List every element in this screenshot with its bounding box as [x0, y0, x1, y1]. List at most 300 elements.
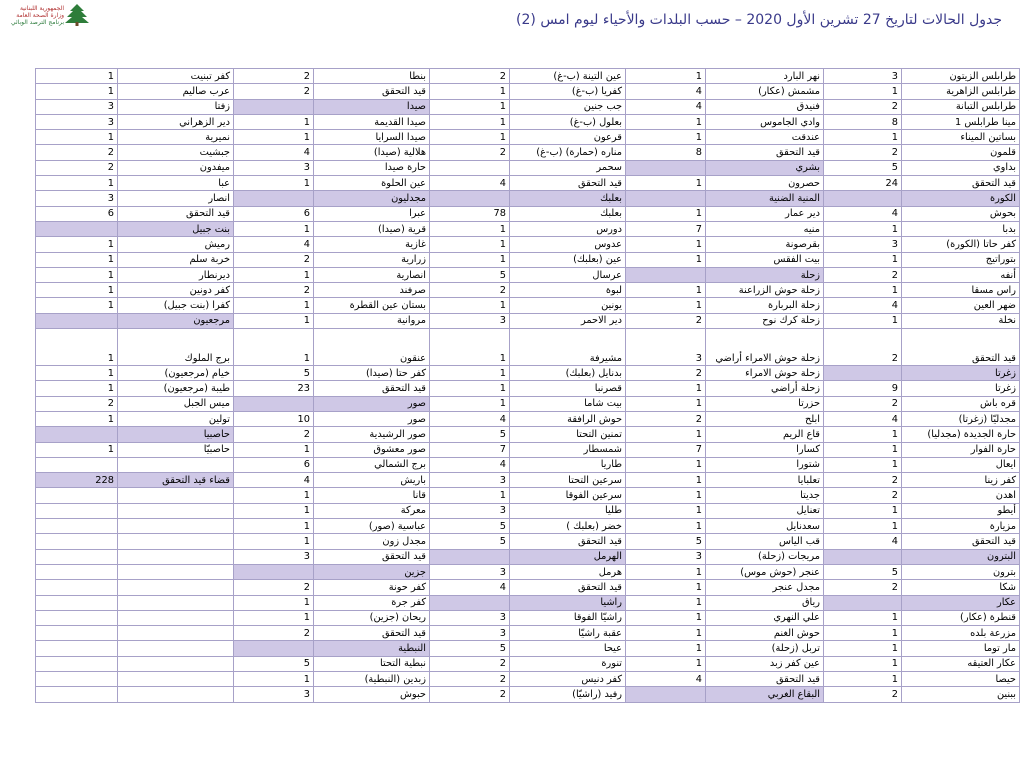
- town-name-cell: جديتا: [706, 488, 824, 503]
- district-header-cell: البترون: [902, 549, 1020, 564]
- table-row: [36, 267, 1020, 282]
- case-count-cell: 2: [430, 687, 510, 702]
- town-name-cell: ببنين: [902, 687, 1020, 702]
- case-count-cell: 1: [430, 252, 510, 267]
- town-name-cell: حوش الغنم: [706, 626, 824, 641]
- table-row: [36, 221, 1020, 236]
- town-name-cell: [118, 641, 234, 656]
- case-count-cell: 2: [824, 488, 902, 503]
- town-name-cell: سحمر: [510, 160, 626, 175]
- case-count-cell: 1: [234, 671, 314, 686]
- case-count-cell: 1: [430, 84, 510, 99]
- case-count-cell: 3: [824, 69, 902, 84]
- town-name-cell: زحلة حوش الامراء: [706, 366, 824, 381]
- case-count-cell: 1: [36, 130, 118, 145]
- case-count-cell: 2: [36, 145, 118, 160]
- table-row: [36, 549, 1020, 564]
- district-header-cell: راشيا: [510, 595, 626, 610]
- town-name-cell: حزرتا: [706, 396, 824, 411]
- case-count-cell: [824, 191, 902, 206]
- town-name-cell: انصار: [118, 191, 234, 206]
- town-name-cell: مجدليّا (زغرتا): [902, 411, 1020, 426]
- case-count-cell: 228: [36, 473, 118, 488]
- logo-line-2: وزارة الصحة العامة: [16, 12, 64, 19]
- case-count-cell: 2: [430, 656, 510, 671]
- case-count-cell: 2: [626, 313, 706, 328]
- case-count-cell: 24: [824, 176, 902, 191]
- table-row: [36, 503, 1020, 518]
- case-count-cell: 2: [824, 473, 902, 488]
- town-name-cell: قاع الريم: [706, 427, 824, 442]
- district-header-cell: المنية الضنية: [706, 191, 824, 206]
- case-count-cell: 1: [626, 252, 706, 267]
- case-count-cell: [626, 160, 706, 175]
- town-name-cell: [118, 488, 234, 503]
- town-name-cell: بتوراتيج: [902, 252, 1020, 267]
- town-name-cell: عين (بعلبك): [510, 252, 626, 267]
- case-count-cell: 1: [234, 534, 314, 549]
- case-count-cell: 1: [626, 237, 706, 252]
- town-name-cell: [118, 610, 234, 625]
- town-name-cell: بيت شاما: [510, 396, 626, 411]
- table-row: [36, 610, 1020, 625]
- town-name-cell: خضر (بعلبك ): [510, 519, 626, 534]
- case-count-cell: 1: [824, 84, 902, 99]
- town-name-cell: [118, 626, 234, 641]
- case-count-cell: 1: [626, 641, 706, 656]
- case-count-cell: 1: [36, 442, 118, 457]
- case-count-cell: 1: [626, 488, 706, 503]
- case-count-cell: 1: [234, 130, 314, 145]
- case-count-cell: 1: [626, 626, 706, 641]
- town-name-cell: زحلة أراضي: [706, 381, 824, 396]
- town-name-cell: خربة سلم: [118, 252, 234, 267]
- town-name-cell: حوش الرافقة: [510, 411, 626, 426]
- case-count-cell: 1: [234, 221, 314, 236]
- town-name-cell: حارة الجديدة (مجدليا): [902, 427, 1020, 442]
- case-count-cell: 1: [626, 396, 706, 411]
- logo-line-3: برنامج الترصد الوبائي: [10, 19, 64, 26]
- case-count-cell: [36, 671, 118, 686]
- case-count-cell: 2: [234, 427, 314, 442]
- town-name-cell: قيد التحقق: [902, 329, 1020, 366]
- case-count-cell: 1: [430, 329, 510, 366]
- town-name-cell: كفر حونة: [314, 580, 430, 595]
- town-name-cell: منيه: [706, 221, 824, 236]
- case-count-cell: [36, 641, 118, 656]
- town-name-cell: عبا: [118, 176, 234, 191]
- case-count-cell: 1: [430, 396, 510, 411]
- town-name-cell: عين الحلوة: [314, 176, 430, 191]
- case-count-cell: 1: [626, 298, 706, 313]
- case-count-cell: 1: [824, 283, 902, 298]
- case-count-cell: 4: [824, 411, 902, 426]
- town-name-cell: مزرعة بلده: [902, 626, 1020, 641]
- case-count-cell: 1: [430, 488, 510, 503]
- town-name-cell: ابلح: [706, 411, 824, 426]
- case-count-cell: 1: [430, 298, 510, 313]
- town-name-cell: هرمل: [510, 564, 626, 579]
- case-count-cell: 4: [234, 145, 314, 160]
- town-name-cell: صيدا السرايا: [314, 130, 430, 145]
- case-count-cell: [36, 457, 118, 472]
- case-count-cell: 5: [430, 427, 510, 442]
- town-name-cell: علي النهري: [706, 610, 824, 625]
- district-header-cell: حاصبيا: [118, 427, 234, 442]
- case-count-cell: 1: [36, 176, 118, 191]
- town-name-cell: قيد التحقق: [510, 176, 626, 191]
- district-header-cell: صور: [314, 396, 430, 411]
- town-name-cell: سرعين الفوقا: [510, 488, 626, 503]
- case-count-cell: 3: [36, 99, 118, 114]
- case-count-cell: 3: [430, 564, 510, 579]
- case-count-cell: [430, 160, 510, 175]
- case-count-cell: 2: [234, 626, 314, 641]
- case-count-cell: 3: [36, 114, 118, 129]
- town-name-cell: زبدين (النبطية): [314, 671, 430, 686]
- town-name-cell: جب جنين: [510, 99, 626, 114]
- town-name-cell: عرب صاليم: [118, 84, 234, 99]
- case-count-cell: [36, 626, 118, 641]
- table-row: [36, 442, 1020, 457]
- district-header-cell: بشري: [706, 160, 824, 175]
- town-name-cell: بستان عين القطرة: [314, 298, 430, 313]
- town-name-cell: صيدا القديمة: [314, 114, 430, 129]
- table-row: [36, 473, 1020, 488]
- district-header-cell: مجدليون: [314, 191, 430, 206]
- town-name-cell: ايعال: [902, 457, 1020, 472]
- town-name-cell: مزيارة: [902, 519, 1020, 534]
- town-name-cell: كفر دنيس: [510, 671, 626, 686]
- district-header-cell: قضاء قيد التحقق: [118, 473, 234, 488]
- case-count-cell: 5: [430, 519, 510, 534]
- town-name-cell: رميش: [118, 237, 234, 252]
- case-count-cell: 1: [234, 595, 314, 610]
- case-count-cell: 5: [234, 656, 314, 671]
- town-name-cell: بيت الفقس: [706, 252, 824, 267]
- case-count-cell: 1: [626, 564, 706, 579]
- case-count-cell: 78: [430, 206, 510, 221]
- town-name-cell: عدوس: [510, 237, 626, 252]
- case-count-cell: 3: [430, 313, 510, 328]
- town-name-cell: مشمش (عكار): [706, 84, 824, 99]
- cases-table: [35, 68, 1020, 703]
- case-count-cell: [36, 610, 118, 625]
- town-name-cell: كفر تبنيت: [118, 69, 234, 84]
- case-count-cell: [36, 313, 118, 328]
- town-name-cell: صور معشوق: [314, 442, 430, 457]
- district-header-cell: صيدا: [314, 99, 430, 114]
- town-name-cell: زحلة البربارة: [706, 298, 824, 313]
- case-count-cell: 1: [626, 656, 706, 671]
- town-name-cell: انصارية: [314, 267, 430, 282]
- case-count-cell: 2: [36, 396, 118, 411]
- case-count-cell: 2: [824, 145, 902, 160]
- case-count-cell: 1: [824, 519, 902, 534]
- town-name-cell: بدنايل (بعلبك): [510, 366, 626, 381]
- town-name-cell: ميس الجبل: [118, 396, 234, 411]
- town-name-cell: قيد التحقق: [314, 549, 430, 564]
- case-count-cell: 1: [36, 69, 118, 84]
- table-row: [36, 145, 1020, 160]
- case-count-cell: 3: [430, 473, 510, 488]
- case-count-cell: 3: [626, 329, 706, 366]
- town-name-cell: أنفه: [902, 267, 1020, 282]
- case-count-cell: 1: [626, 580, 706, 595]
- cedar-emblem-icon: [64, 3, 90, 27]
- case-count-cell: 1: [234, 114, 314, 129]
- table-row: [36, 534, 1020, 549]
- table-row: [36, 329, 1020, 366]
- town-name-cell: دير الزهراني: [118, 114, 234, 129]
- case-count-cell: 1: [824, 130, 902, 145]
- case-count-cell: 2: [626, 411, 706, 426]
- case-count-cell: 1: [824, 442, 902, 457]
- town-name-cell: شمسطار: [510, 442, 626, 457]
- case-count-cell: [824, 549, 902, 564]
- town-name-cell: صرفند: [314, 283, 430, 298]
- case-count-cell: [36, 564, 118, 579]
- town-name-cell: عنجر (حوش موس): [706, 564, 824, 579]
- case-count-cell: [234, 99, 314, 114]
- case-count-cell: [234, 396, 314, 411]
- case-count-cell: 1: [824, 671, 902, 686]
- town-name-cell: يونين: [510, 298, 626, 313]
- town-name-cell: شكا: [902, 580, 1020, 595]
- case-count-cell: 1: [234, 442, 314, 457]
- logo-text: [6, 5, 64, 26]
- town-name-cell: [118, 595, 234, 610]
- town-name-cell: دير الاحمر: [510, 313, 626, 328]
- town-name-cell: عكار العتيقه: [902, 656, 1020, 671]
- town-name-cell: نهر البارد: [706, 69, 824, 84]
- table-row: [36, 396, 1020, 411]
- town-name-cell: عيحا: [510, 641, 626, 656]
- town-name-cell: بترون: [902, 564, 1020, 579]
- town-name-cell: طليا: [510, 503, 626, 518]
- ministry-logo: [6, 2, 92, 32]
- case-count-cell: 1: [36, 283, 118, 298]
- case-count-cell: [430, 191, 510, 206]
- town-name-cell: مار توما: [902, 641, 1020, 656]
- case-count-cell: 5: [430, 534, 510, 549]
- case-count-cell: 4: [626, 99, 706, 114]
- town-name-cell: بساتين الميناء: [902, 130, 1020, 145]
- case-count-cell: 2: [824, 99, 902, 114]
- town-name-cell: زحلة حوش الزراعنة: [706, 283, 824, 298]
- district-header-cell: عكار: [902, 595, 1020, 610]
- town-name-cell: صور: [314, 411, 430, 426]
- case-count-cell: 1: [430, 221, 510, 236]
- town-name-cell: مروانية: [314, 313, 430, 328]
- table-row: [36, 564, 1020, 579]
- town-name-cell: ضهر العين: [902, 298, 1020, 313]
- town-name-cell: كسارا: [706, 442, 824, 457]
- case-count-cell: 1: [234, 176, 314, 191]
- table-row: [36, 176, 1020, 191]
- case-count-cell: 2: [234, 69, 314, 84]
- town-name-cell: رفيد (راشيّا): [510, 687, 626, 702]
- town-name-cell: عندقت: [706, 130, 824, 145]
- town-name-cell: زفتا: [118, 99, 234, 114]
- case-count-cell: 3: [626, 549, 706, 564]
- town-name-cell: كفر دونين: [118, 283, 234, 298]
- case-count-cell: [36, 687, 118, 702]
- case-count-cell: 5: [824, 160, 902, 175]
- cases-table-body: [36, 69, 1020, 703]
- town-name-cell: كفرا (بنت جبيل): [118, 298, 234, 313]
- town-name-cell: مريجات (زحلة): [706, 549, 824, 564]
- case-count-cell: 3: [430, 503, 510, 518]
- town-name-cell: [118, 549, 234, 564]
- case-count-cell: 1: [824, 656, 902, 671]
- case-count-cell: 1: [36, 381, 118, 396]
- case-count-cell: 1: [626, 473, 706, 488]
- town-name-cell: دير عمار: [706, 206, 824, 221]
- case-count-cell: 8: [824, 114, 902, 129]
- case-count-cell: 1: [430, 381, 510, 396]
- case-count-cell: 1: [626, 130, 706, 145]
- case-count-cell: 5: [234, 366, 314, 381]
- table-row: [36, 366, 1020, 381]
- town-name-cell: اهدن: [902, 488, 1020, 503]
- case-count-cell: 2: [234, 580, 314, 595]
- case-count-cell: [36, 534, 118, 549]
- town-name-cell: عين كفر زبد: [706, 656, 824, 671]
- town-name-cell: زحلة حوش الامراء أراضي: [706, 329, 824, 366]
- case-count-cell: 1: [430, 130, 510, 145]
- case-count-cell: 1: [234, 298, 314, 313]
- town-name-cell: طاريا: [510, 457, 626, 472]
- town-name-cell: طيبة (مرجعيون): [118, 381, 234, 396]
- case-count-cell: [36, 488, 118, 503]
- case-count-cell: 1: [824, 457, 902, 472]
- town-name-cell: مشيرفة: [510, 329, 626, 366]
- case-count-cell: [36, 595, 118, 610]
- case-count-cell: 1: [626, 381, 706, 396]
- town-name-cell: مناره (حمارة) (ب-غ): [510, 145, 626, 160]
- case-count-cell: [36, 519, 118, 534]
- town-name-cell: زحلة كرك نوح: [706, 313, 824, 328]
- town-name-cell: [118, 580, 234, 595]
- case-count-cell: 23: [234, 381, 314, 396]
- case-count-cell: 1: [824, 503, 902, 518]
- table-row: [36, 580, 1020, 595]
- town-name-cell: كفر جرة: [314, 595, 430, 610]
- case-count-cell: [824, 366, 902, 381]
- case-count-cell: 1: [234, 267, 314, 282]
- case-count-cell: [36, 656, 118, 671]
- case-count-cell: 1: [626, 610, 706, 625]
- town-name-cell: مجدل زون: [314, 534, 430, 549]
- table-row: [36, 283, 1020, 298]
- table-row: [36, 69, 1020, 84]
- town-name-cell: راشيّا الفوقا: [510, 610, 626, 625]
- case-count-cell: [36, 221, 118, 236]
- town-name-cell: جبشيت: [118, 145, 234, 160]
- case-count-cell: 1: [626, 519, 706, 534]
- table-row: [36, 313, 1020, 328]
- table-row: [36, 656, 1020, 671]
- case-count-cell: 6: [234, 457, 314, 472]
- case-count-cell: [626, 191, 706, 206]
- case-count-cell: 1: [824, 252, 902, 267]
- case-count-cell: 3: [234, 549, 314, 564]
- town-name-cell: تعنايل: [706, 503, 824, 518]
- case-count-cell: 1: [626, 457, 706, 472]
- town-name-cell: رياق: [706, 595, 824, 610]
- district-header-cell: الكورة: [902, 191, 1020, 206]
- case-count-cell: 9: [824, 381, 902, 396]
- case-count-cell: [36, 580, 118, 595]
- town-name-cell: قيد التحقق: [510, 534, 626, 549]
- case-count-cell: 2: [234, 283, 314, 298]
- case-count-cell: 2: [626, 366, 706, 381]
- case-count-cell: 4: [626, 84, 706, 99]
- town-name-cell: حارة الفوار: [902, 442, 1020, 457]
- town-name-cell: [118, 671, 234, 686]
- case-count-cell: 3: [234, 160, 314, 175]
- district-header-cell: النبطية: [314, 641, 430, 656]
- town-name-cell: بعلبك: [510, 206, 626, 221]
- table-row: [36, 641, 1020, 656]
- case-count-cell: 2: [824, 687, 902, 702]
- table-row: [36, 206, 1020, 221]
- town-name-cell: كفر حاتا (الكورة): [902, 237, 1020, 252]
- town-name-cell: معركة: [314, 503, 430, 518]
- case-count-cell: 2: [430, 671, 510, 686]
- case-count-cell: 4: [824, 206, 902, 221]
- case-count-cell: 1: [824, 313, 902, 328]
- town-name-cell: بداوي: [902, 160, 1020, 175]
- logo-line-1: الجمهورية اللبنانية: [19, 5, 64, 12]
- town-name-cell: تمنين التحتا: [510, 427, 626, 442]
- case-count-cell: 2: [430, 283, 510, 298]
- town-name-cell: مينا طرابلس 1: [902, 114, 1020, 129]
- town-name-cell: سرعين التحتا: [510, 473, 626, 488]
- district-header-cell: زغرتا: [902, 366, 1020, 381]
- case-count-cell: 1: [234, 503, 314, 518]
- town-name-cell: [118, 564, 234, 579]
- town-name-cell: قيد التحقق: [510, 580, 626, 595]
- case-count-cell: 1: [824, 221, 902, 236]
- case-count-cell: 1: [824, 641, 902, 656]
- town-name-cell: وادي الجاموس: [706, 114, 824, 129]
- table-row: [36, 252, 1020, 267]
- town-name-cell: طرابلس الزاهرية: [902, 84, 1020, 99]
- case-count-cell: 4: [430, 176, 510, 191]
- case-count-cell: 1: [824, 610, 902, 625]
- case-count-cell: 2: [824, 580, 902, 595]
- page-title: جدول الحالات لتاريخ 27 تشرين الأول 2020 – حسب البلدات والأحياء ليوم امس (2): [516, 12, 1002, 28]
- town-name-cell: ريحان (جزين): [314, 610, 430, 625]
- case-count-cell: 1: [234, 313, 314, 328]
- district-header-cell: الهرمل: [510, 549, 626, 564]
- case-count-cell: 4: [430, 580, 510, 595]
- case-count-cell: 4: [626, 671, 706, 686]
- table-row: [36, 519, 1020, 534]
- case-count-cell: [36, 549, 118, 564]
- town-name-cell: كفر زينا: [902, 473, 1020, 488]
- town-name-cell: زرارية: [314, 252, 430, 267]
- case-count-cell: [234, 641, 314, 656]
- town-name-cell: قره باش: [902, 396, 1020, 411]
- town-name-cell: سعدنايل: [706, 519, 824, 534]
- case-count-cell: 1: [36, 84, 118, 99]
- town-name-cell: بعلول (ب-غ): [510, 114, 626, 129]
- town-name-cell: صور الرشيدية: [314, 427, 430, 442]
- table-row: [36, 626, 1020, 641]
